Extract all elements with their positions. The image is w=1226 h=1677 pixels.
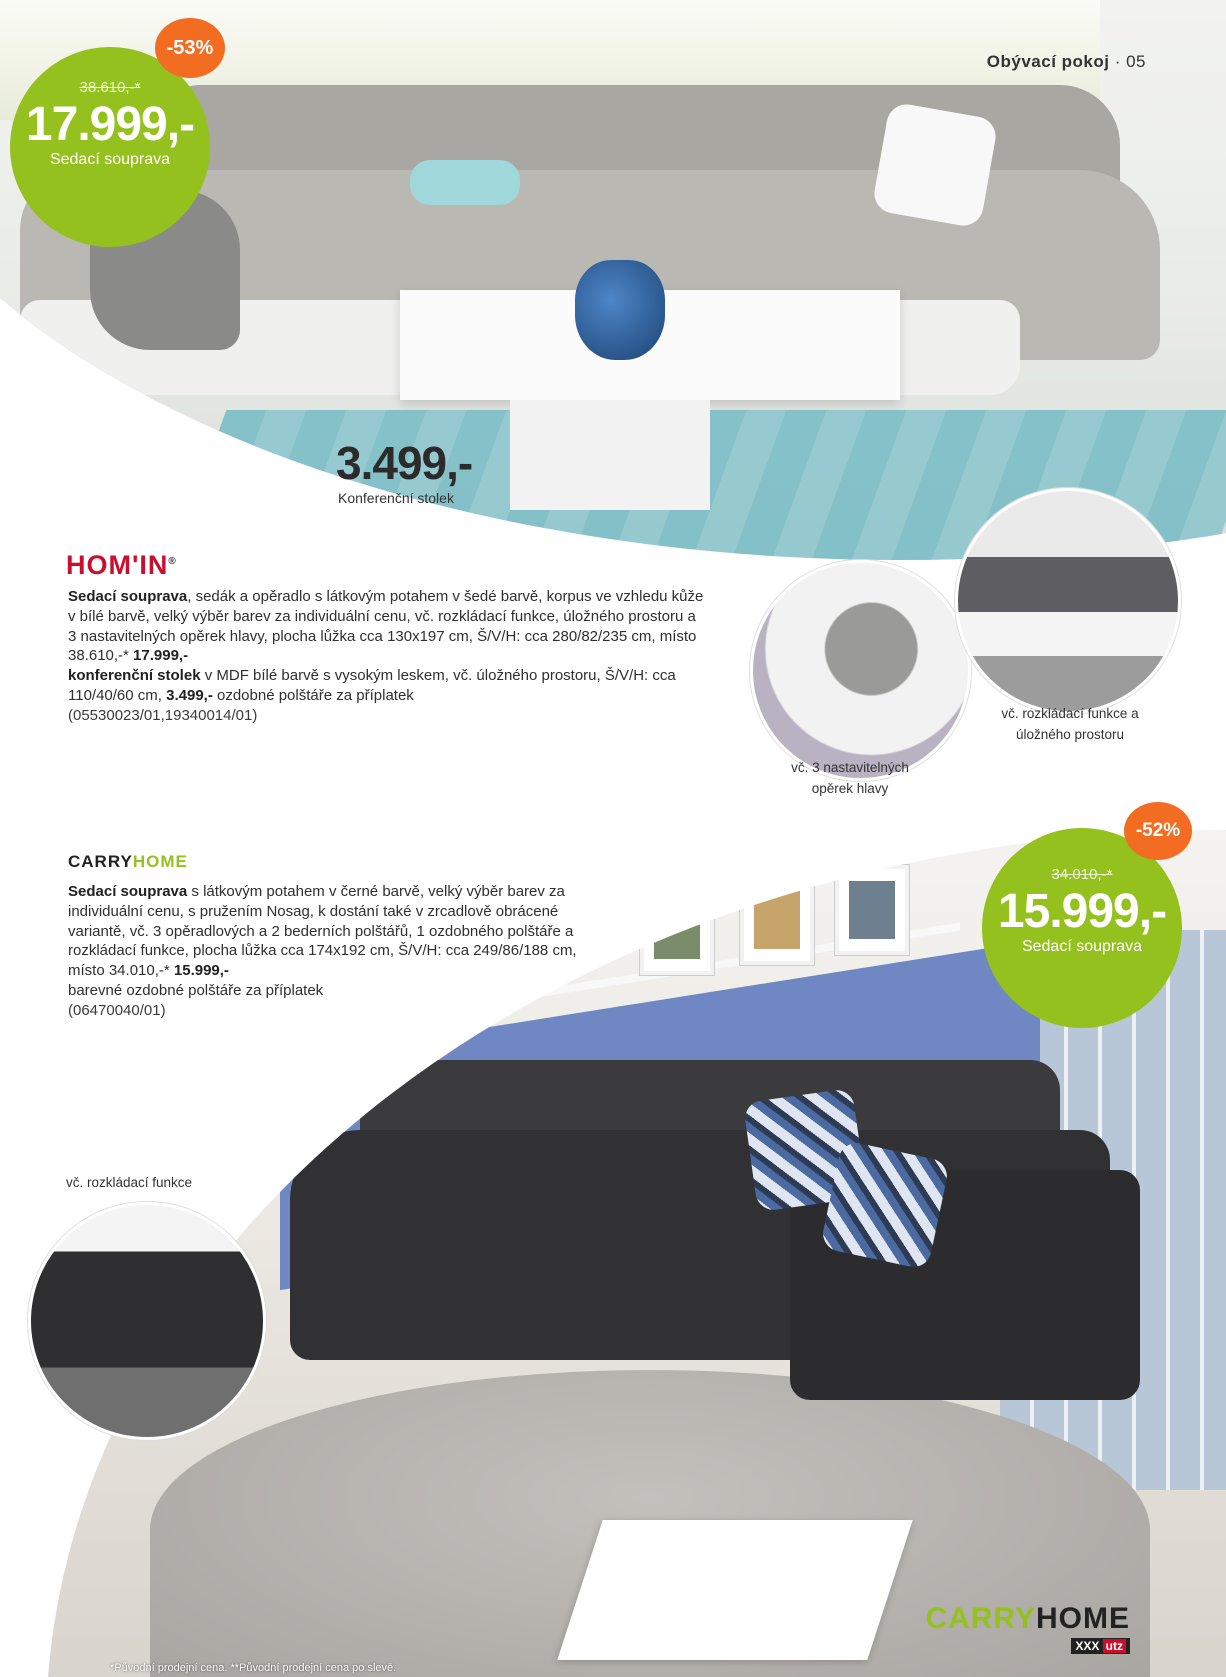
desc-table: konferenční stolek <box>68 667 201 685</box>
product-description-bottom <box>68 882 588 1021</box>
carryhome-logo <box>925 1602 1130 1655</box>
discount-badge-bottom: -52% <box>1124 802 1192 860</box>
table-price: 3.499,- <box>336 437 473 489</box>
footnote: *Původní prodejní cena. **Původní prodejní cena po slevě. <box>110 1662 397 1674</box>
desc-text-1: s látkovým potahem v černé barvě, velký výběr barev za individuální cenu, s pružením Nosag, k dostání také v zrcadlově obrácené variantě, vč. 3 opěradlových a 2 bederních polštářů, 1 ozdobného polštáře a rozkládací funkce, plocha lůžka cca 174x192 cm, Š/V/H: cca 249/86/188 cm, místo 34.010,-* <box>68 883 577 980</box>
desc-text-1: , sedák a opěradlo s látkovým potahem v šedé barvě, korpus ve vzhledu kůže v bílé barvě, velký výběr barev za individuální cenu, vč. rozkládací funkce, úložného prostoru a 3 nastavitelných opěrek hlavy, plocha lůžka cca 130x197 cm, Š/V/H: cca 280/82/235 cm, místo 38.610,-* <box>68 588 704 665</box>
table-price-label: Konferenční stolek <box>338 490 454 506</box>
patterned-pillow <box>820 1140 950 1270</box>
page-section-label <box>987 52 1146 72</box>
blue-vase <box>575 260 665 360</box>
brand-logo-carryhome-small <box>68 852 188 872</box>
picture-frame <box>835 865 909 955</box>
bed-function-detail-photo <box>28 1202 266 1440</box>
discount-badge-top: -53% <box>155 18 225 78</box>
white-pillow <box>871 101 998 228</box>
product-description-top <box>68 587 708 726</box>
product-code: (05530023/01,19340014/01) <box>68 706 258 724</box>
coffee-table-stand <box>510 400 710 510</box>
new-price: 15.999,- <box>997 885 1167 938</box>
section-title: Obývací pokoj <box>986 52 1110 71</box>
desc-lead: Sedací souprava <box>68 883 188 900</box>
desc-text-2: v MDF bílé barvě s vysokým leskem, vč. úložného prostoru, Š/V/H: cca 110/40/60 cm, <box>68 667 676 704</box>
product-code: (06470040/01) <box>68 1001 166 1019</box>
desc-text-2: barevné ozdobné polštáře za příplatek <box>68 981 324 999</box>
badge-label: Sedací souprava <box>1021 938 1143 955</box>
page-number: · 05 <box>1114 52 1146 71</box>
old-price: 34.010,-* <box>1051 866 1113 883</box>
brand-name: HOM'IN <box>66 550 169 580</box>
desc-table-price: 3.499,- <box>166 686 213 704</box>
price-badge-top <box>10 47 210 247</box>
old-price: 38.610,-* <box>79 79 141 96</box>
brand-logo-homin: HOM'IN® <box>66 550 177 580</box>
desc-price: 17.999,- <box>133 647 189 665</box>
badge-label: Sedací souprava <box>49 151 171 168</box>
desc-lead: Sedací souprava <box>68 588 188 605</box>
desc-text-3: ozdobné polštáře za příplatek <box>212 686 414 704</box>
headrest-detail-photo <box>750 560 971 781</box>
caption-headrests: vč. 3 nastavitelných opěrek hlavy <box>791 760 909 796</box>
caption-bed: vč. rozkládací funkce <box>66 1175 193 1190</box>
logo-home: HOME <box>1036 1602 1130 1635</box>
caption-bed-storage: vč. rozkládací funkce a úložného prostoru <box>1001 706 1139 742</box>
picture-frame <box>640 885 714 975</box>
xxxlutz-logo <box>1071 1638 1130 1654</box>
serving-tray <box>557 1520 912 1660</box>
bed-storage-detail-photo <box>955 488 1181 714</box>
picture-frame <box>740 875 814 965</box>
brand-home: HOME <box>132 852 188 871</box>
logo-xxx: XXX <box>1075 1639 1100 1653</box>
teal-pillow <box>410 160 520 205</box>
brand-carry: CARRY <box>68 852 133 871</box>
logo-utz: utz <box>1103 1639 1126 1653</box>
logo-carry: CARRY <box>925 1602 1036 1635</box>
desc-price: 15.999,- <box>173 962 229 980</box>
new-price: 17.999,- <box>25 98 195 151</box>
